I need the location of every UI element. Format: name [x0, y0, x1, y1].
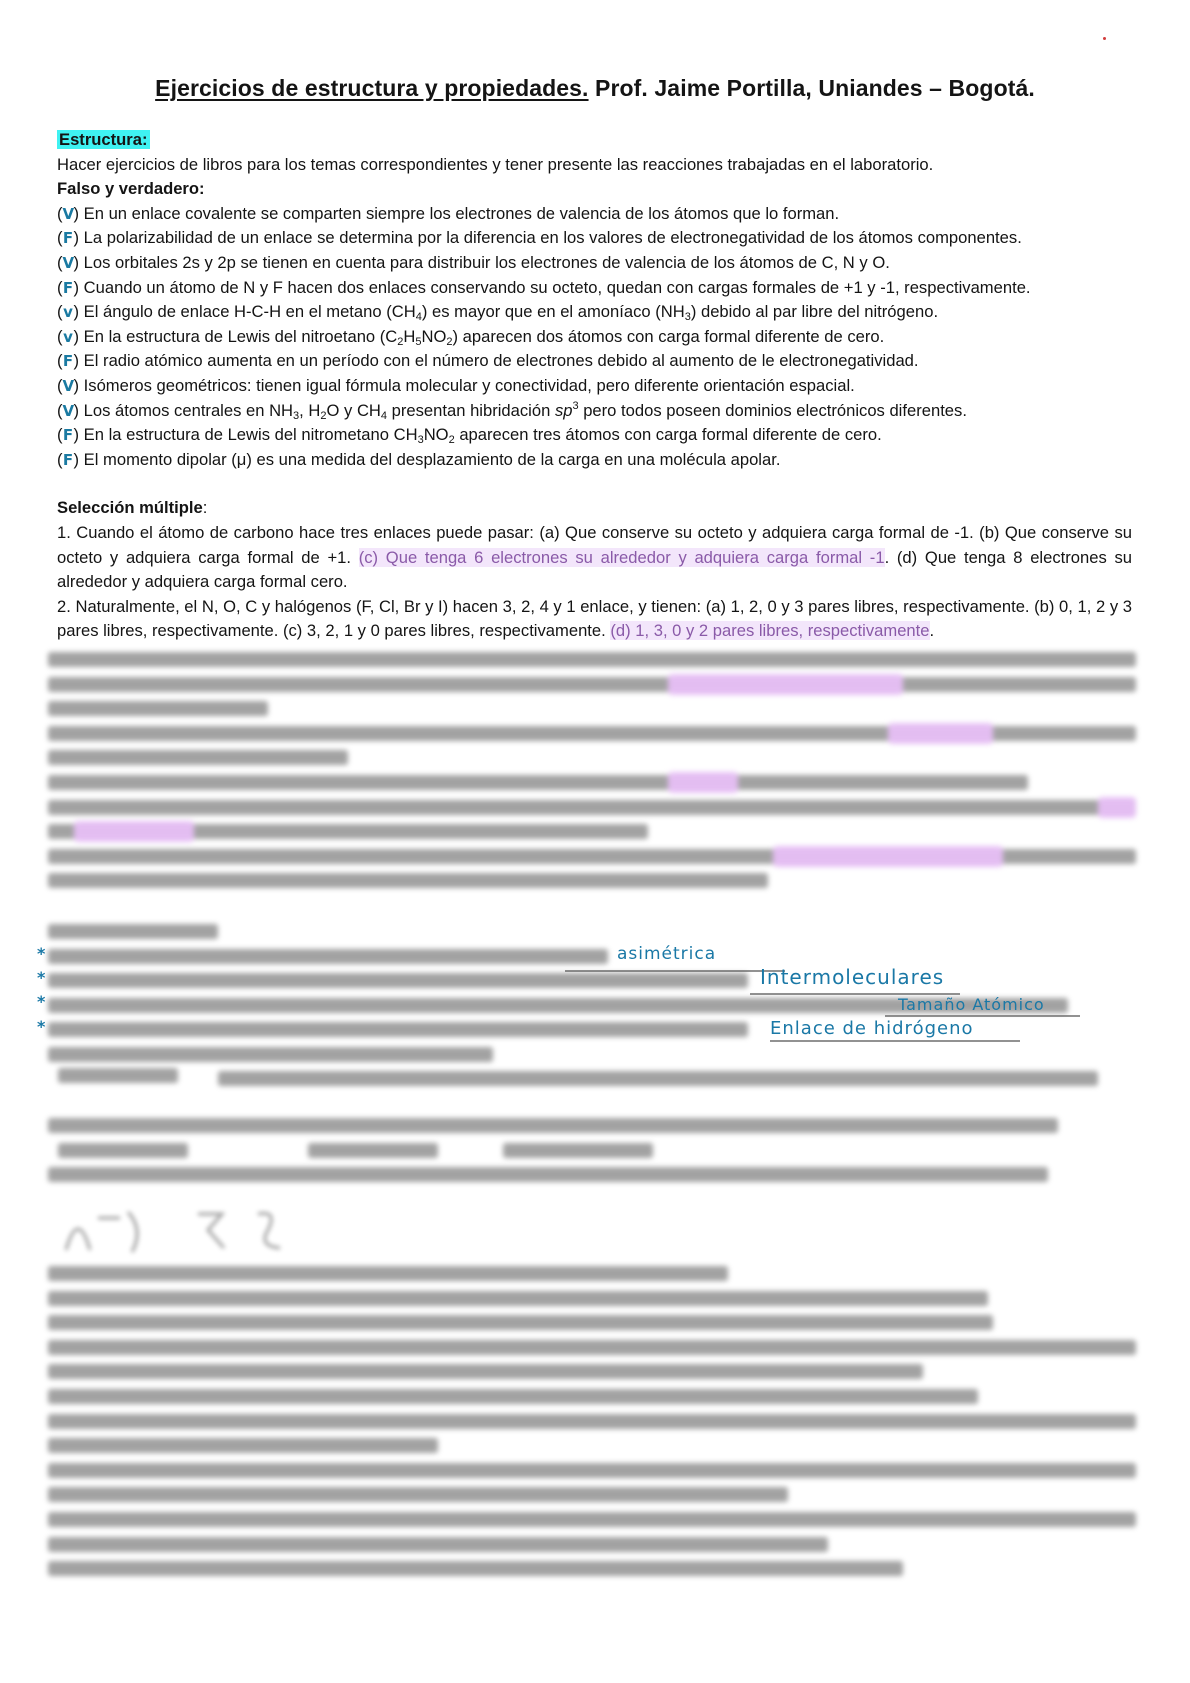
- answer-highlight: (d) 1, 3, 0 y 2 pares libres, respectivamente: [610, 621, 930, 641]
- title-underlined: Ejercicios de estructura y propiedades.: [155, 75, 589, 101]
- blurred-remaining-questions: [48, 1266, 1138, 1586]
- page-title: [0, 75, 1190, 102]
- tf-item: (F) El momento dipolar (μ) es una medida del desplazamiento de la carga en una molécula apolar.: [57, 449, 781, 469]
- mc-question-2: 2. Naturalmente, el N, O, C y halógenos (F, Cl, Br y I) hacen 3, 2, 4 y 1 enlace, y tienen: (a) 1, 2, 0 y 3 pares libres, respectivamente. (b) 0, 1, 2 y 3 pares libres, respectivamente. (c) 3, 2, 1 y 0 pares libres, respectivamente. (d) 1, 3, 0 y 2 pares libres, respectivamente.: [57, 596, 1132, 641]
- tf-item: (V) Los átomos centrales en $NH_3$, $H_2O$ y $CH_4$ presentan hibridación $sp^3$ pero todos poseen dominios electrónicos diferentes.: [57, 399, 967, 422]
- star-icon: *: [37, 968, 46, 987]
- answer-line: [770, 1040, 1020, 1042]
- tf-item: (v) En la estructura de Lewis del nitroetano $(C_2H_5NO_2)$ aparecen dos átomos con carga formal diferente de cero.: [57, 326, 885, 348]
- tf-item: (v) El ángulo de enlace H-C-H en el metano $(CH_4)$ es mayor que en el amoníaco $(NH_3)$ debido al par libre del nitrógeno.: [57, 302, 939, 324]
- blurred-structure-question: [48, 1068, 1138, 1095]
- tf-item: (F) En la estructura de Lewis del nitrometano $CH_3NO_2$ aparecen tres átomos con carga formal diferente de cero.: [57, 425, 882, 447]
- handwritten-answer: Tamaño Atómico: [898, 995, 1045, 1014]
- lewis-structures-figure: [58, 1200, 318, 1260]
- handwritten-answer: Enlace de hidrógeno: [770, 1018, 974, 1039]
- star-icon: *: [37, 1017, 46, 1036]
- star-icon: *: [37, 992, 46, 1011]
- red-dot: [1103, 37, 1106, 40]
- title-rest: Prof. Jaime Portilla, Uniandes – Bogotá.: [588, 75, 1035, 101]
- tf-item: (F) La polarizabilidad de un enlace se determina por la diferencia en los valores de electronegatividad de los átomos componentes.: [57, 228, 1022, 248]
- star-icon: *: [37, 944, 46, 963]
- tf-item: (F) El radio atómico aumenta en un período con el número de electrones debido al aumento de le electronegatividad.: [57, 351, 919, 371]
- estructura-text: Hacer ejercicios de libros para los temas correspondientes y tener presente las reacciones trabajadas en el laboratorio.: [57, 154, 934, 174]
- blurred-options: [48, 1118, 1138, 1192]
- tf-heading: Falso y verdadero:: [57, 179, 205, 199]
- document-body: [57, 128, 1132, 644]
- tf-item: (F) Cuando un átomo de N y F hacen dos enlaces conservando su octeto, quedan con cargas formales de +1 y -1, respectivamente.: [57, 277, 1031, 297]
- mc-heading: Selección múltiple:: [57, 498, 208, 518]
- blurred-questions: [48, 652, 1138, 898]
- handwritten-answer: asimétrica: [617, 944, 717, 964]
- tf-item: (V) Los orbitales 2s y 2p se tienen en cuenta para distribuir los electrones de valencia de los átomos de C, N y O.: [57, 252, 890, 272]
- tf-item: (V) Isómeros geométricos: tienen igual fórmula molecular y conectividad, pero diferente orientación espacial.: [57, 375, 855, 395]
- estructura-heading: Estructura:: [59, 130, 148, 149]
- answer-line: [565, 970, 785, 972]
- tf-item: (V) En un enlace covalente se comparten siempre los electrones de valencia de los átomos que lo forman.: [57, 203, 840, 223]
- mc-question-1: 1. Cuando el átomo de carbono hace tres enlaces puede pasar: (a) Que conserve su octeto y adquiera carga formal de -1. (b) Que conserve su octeto y adquiera carga formal de +1. (c) Que tenga 6 electrones su alrededor y adquiera carga formal -1. (d) Que tenga 8 electrones su alrededor y adquiera carga formal cero.: [57, 522, 1132, 592]
- handwritten-answer: Intermoleculares: [760, 965, 945, 989]
- answer-highlight: (c) Que tenga 6 electrones su alrededor y adquiera carga formal -1: [358, 547, 885, 567]
- answer-line: [885, 1015, 1080, 1017]
